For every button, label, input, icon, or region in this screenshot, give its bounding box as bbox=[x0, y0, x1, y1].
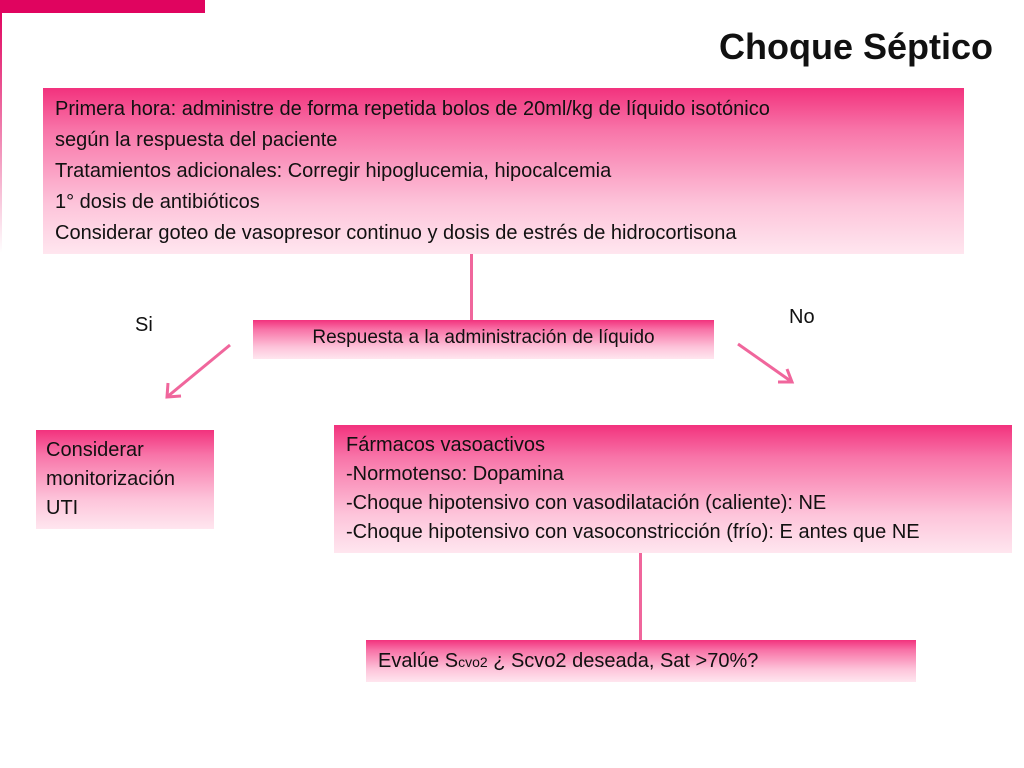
text-line: según la respuesta del paciente bbox=[55, 129, 338, 151]
eval-subscript: cvo2 bbox=[458, 654, 488, 670]
eval-text: ¿ Scvo2 deseada, Sat >70%? bbox=[487, 650, 759, 672]
slide-title: Choque Séptico bbox=[718, 26, 993, 67]
text-line: Tratamientos adicionales: Corregir hipoglucemia, hipocalcemia bbox=[55, 160, 612, 182]
text-line: 1° dosis de antibióticos bbox=[55, 191, 260, 213]
eval-text: Evalúe S bbox=[378, 650, 459, 672]
yes-arrow bbox=[167, 345, 230, 397]
text-line: Considerar bbox=[46, 439, 144, 461]
vasoactive-drugs-box bbox=[334, 425, 1012, 553]
no-label: No bbox=[789, 306, 815, 328]
yes-label: Si bbox=[135, 314, 153, 336]
text-line: Considerar goteo de vasopresor continuo y dosis de estrés de hidrocortisona bbox=[55, 222, 737, 244]
text-line: -Choque hipotensivo con vasoconstricción (frío): E antes que NE bbox=[346, 521, 920, 543]
connector-line bbox=[639, 553, 642, 640]
no-arrow bbox=[738, 344, 792, 382]
text-line: monitorización bbox=[46, 468, 175, 490]
scvo2-evaluation-box bbox=[366, 640, 916, 682]
text-line: -Normotenso: Dopamina bbox=[346, 463, 564, 485]
fluid-response-decision-box: Respuesta a la administración de líquido bbox=[253, 320, 714, 359]
text-line: Fármacos vasoactivos bbox=[346, 434, 545, 456]
text-line: -Choque hipotensivo con vasodilatación (caliente): NE bbox=[346, 492, 827, 514]
text-line: Primera hora: administre de forma repetida bolos de 20ml/kg de líquido isotónico bbox=[55, 98, 770, 120]
text-line: UTI bbox=[46, 497, 79, 519]
icu-monitoring-box bbox=[36, 430, 214, 529]
